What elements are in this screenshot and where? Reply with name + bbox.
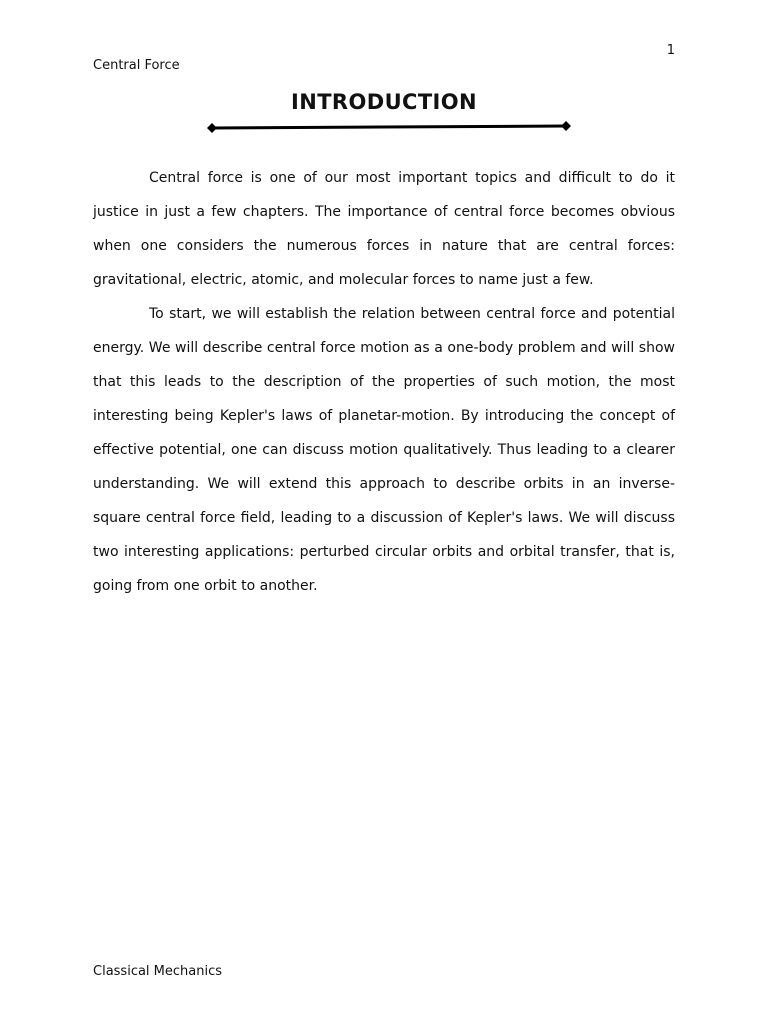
page-number: 1 <box>666 43 675 58</box>
body-paragraph-1: Central force is one of our most important topics and difficult to do it justice in just a few chapters. The importance of central force becomes obvious when one considers the numerous forces in nature that are central forces: gravitational, electric, atomic, and molecular forces to name just a few. <box>93 170 675 288</box>
right-diamond-ornament <box>561 121 571 131</box>
page-footer: Classical Mechanics <box>93 964 223 979</box>
page-header: Central Force <box>93 58 180 73</box>
left-diamond-ornament <box>207 123 217 133</box>
page-title: INTRODUCTION <box>291 90 477 114</box>
decorative-rule-line <box>212 126 566 128</box>
body-paragraph-2: To start, we will establish the relation between central force and potential energy. We will describe central force motion as a one-body problem and will show that this leads to the description of the properties of such motion, the most interesting being Kepler's laws of planetar-motion. By introducing the concept of effective potential, one can discuss motion qualitatively. Thus leading to a clearer understanding. We will extend this approach to describe orbits in an inverse-square central force field, leading to a discussion of Kepler's laws. We will discuss two interesting applications: perturbed circular orbits and orbital transfer, that is, going from one orbit to another. <box>93 306 675 594</box>
body-text <box>93 161 675 603</box>
title-decorative-rule <box>205 119 573 135</box>
